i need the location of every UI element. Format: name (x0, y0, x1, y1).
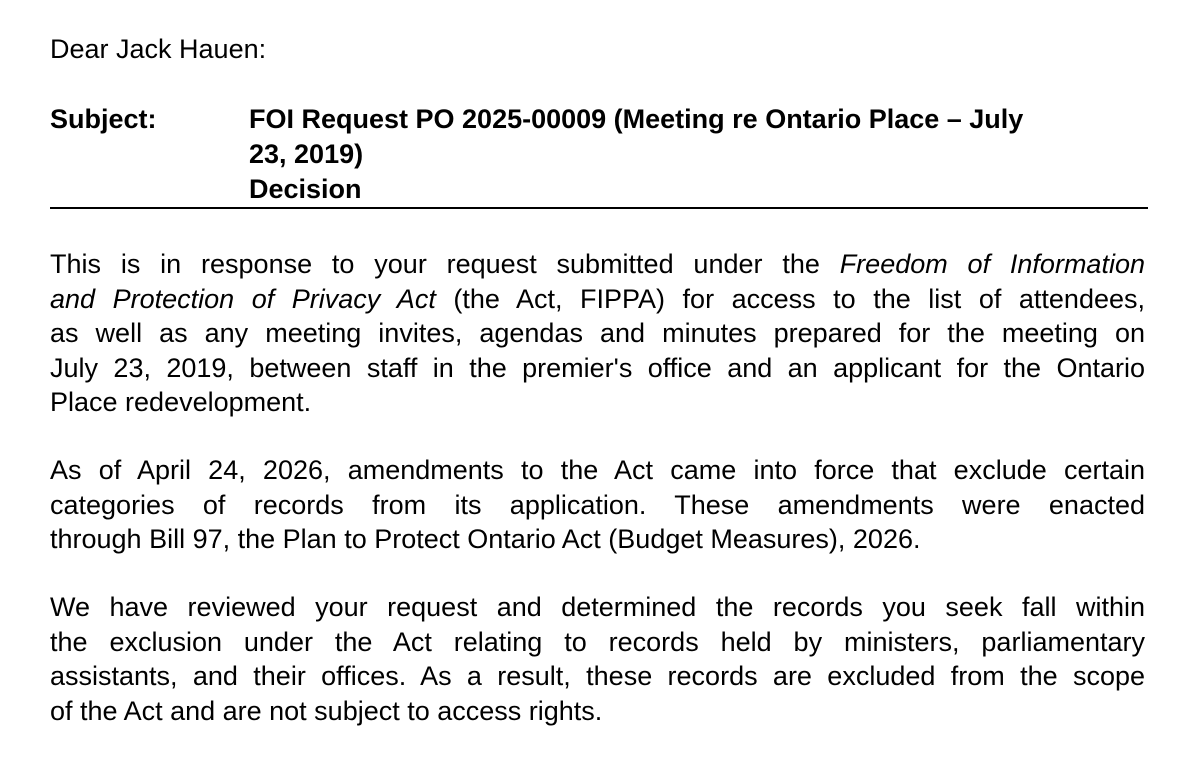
paragraph-line (50, 282, 1145, 317)
subject-line-1: FOI Request PO 2025-00009 (Meeting re Ontario Place – July (249, 104, 1024, 134)
paragraph-line: We have reviewed your request and determined the records you seek fall within (50, 592, 1145, 622)
paragraph-request-summary (50, 247, 1145, 420)
act-title-italic: Freedom of Information (839, 249, 1145, 279)
subject-divider (50, 207, 1148, 209)
paragraph-line: assistants, and their offices. As a result, these records are excluded from the scope (50, 661, 1145, 691)
paragraph-decision (50, 590, 1145, 728)
paragraph-line: July 23, 2019, between staff in the premier's office and an applicant for the Ontario (50, 352, 1145, 383)
subject-line-3: Decision (249, 174, 362, 204)
text-segment: (the Act, FIPPA) for access to the list of attendees, (435, 283, 1145, 314)
paragraph-line: the exclusion under the Act relating to records held by ministers, parliamentary (50, 626, 1145, 657)
act-title-italic: and Protection of Privacy Act (50, 283, 436, 314)
letter-page (50, 0, 1150, 766)
salutation: Dear Jack Hauen: (50, 34, 267, 64)
paragraph-line: through Bill 97, the Plan to Protect Ontario Act (Budget Measures), 2026. (50, 524, 921, 554)
text-segment: This is in response to your request submitted under the (50, 249, 840, 279)
subject-line-2: 23, 2019) (249, 139, 364, 169)
subject-text (249, 102, 1139, 207)
paragraph-line: As of April 24, 2026, amendments to the Act came into force that exclude certain (50, 455, 1145, 485)
paragraph-line: Place redevelopment. (50, 387, 312, 417)
paragraph-amendments (50, 453, 1145, 557)
paragraph-line: categories of records from its application. These amendments were enacted (50, 489, 1145, 520)
subject-label: Subject: (50, 104, 157, 134)
paragraph-line: of the Act and are not subject to access rights. (50, 695, 603, 726)
paragraph-line (50, 247, 1145, 282)
paragraph-line: as well as any meeting invites, agendas and minutes prepared for the meeting on (50, 318, 1145, 348)
